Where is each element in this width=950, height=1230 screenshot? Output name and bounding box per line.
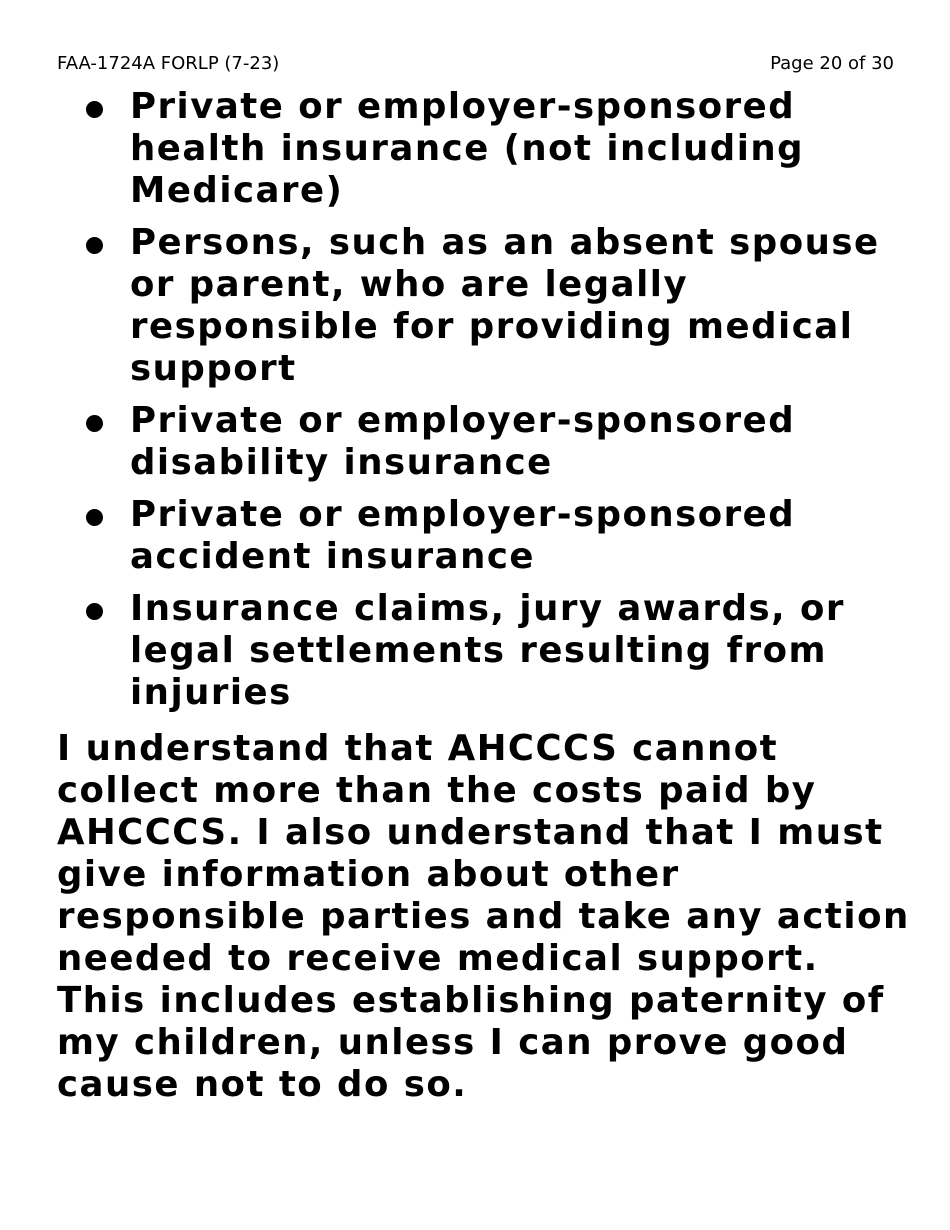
bullet-icon (86, 101, 103, 118)
list-item-text: Private or employer-sponsored health insurance (not including Medicare) (130, 86, 805, 211)
list-item-text: Private or employer-sponsored accident insurance (130, 494, 796, 577)
list-item (57, 86, 917, 212)
bullet-icon (86, 509, 103, 526)
list-item-text: Insurance claims, jury awards, or legal settlements resulting from injuries (130, 588, 845, 713)
coverage-source-list (57, 86, 917, 724)
list-item (57, 222, 917, 390)
page-number: Page 20 of 30 (770, 53, 894, 74)
form-id: FAA-1724A FORLP (7-23) (57, 53, 280, 74)
list-item (57, 588, 917, 714)
acknowledgement-paragraph: I understand that AHCCCS cannot collect more than the costs paid by AHCCCS. I also understand that I must give information about other responsible parties and take any action needed to receive medical support. This includes establishing paternity of my children, unless I can prove good cause not to do so. (57, 728, 910, 1105)
list-item-text: Private or employer-sponsored disability insurance (130, 400, 796, 483)
list-item-text: Persons, such as an absent spouse or parent, who are legally responsible for providing medical support (130, 222, 880, 389)
bullet-icon (86, 415, 103, 432)
page-header (57, 52, 894, 76)
list-item (57, 494, 917, 578)
bullet-icon (86, 237, 103, 254)
list-item (57, 400, 917, 484)
bullet-icon (86, 603, 103, 620)
